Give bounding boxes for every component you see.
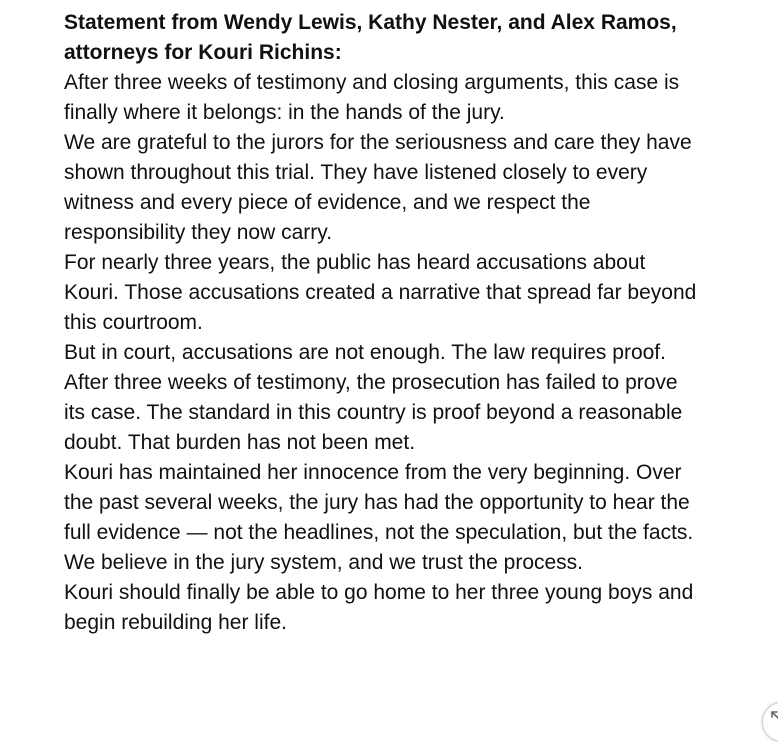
- statement-paragraph-6: Kouri has maintained her innocence from the very beginning. Over the past several weeks, the jury has had the opportunity to hear the full evidence — not the headlines, not the speculation, but the facts.: [64, 461, 694, 544]
- statement-paragraph-7: We believe in the jury system, and we trust the process.: [64, 551, 584, 574]
- statement-paragraph-8: Kouri should finally be able to go home to her three young boys and begin rebuilding her life.: [64, 581, 694, 634]
- statement-paragraph-1: After three weeks of testimony and closing arguments, this case is finally where it belongs: in the hands of the jury.: [64, 71, 680, 124]
- statement-paragraph-5: After three weeks of testimony, the prosecution has failed to prove its case. The standard in this country is proof beyond a reasonable doubt. That burden has not been met.: [64, 371, 683, 454]
- expand-icon: [768, 708, 778, 736]
- statement-body: [64, 8, 704, 638]
- statement-paragraph-4: But in court, accusations are not enough. The law requires proof.: [64, 341, 666, 364]
- statement-paragraph-3: For nearly three years, the public has heard accusations about Kouri. Those accusations created a narrative that spread far beyond this courtroom.: [64, 251, 697, 334]
- statement-heading: Statement from Wendy Lewis, Kathy Nester, and Alex Ramos, attorneys for Kouri Richins:: [64, 11, 677, 64]
- expand-button[interactable]: [762, 702, 778, 742]
- statement-paragraph-2: We are grateful to the jurors for the seriousness and care they have shown throughout this trial. They have listened closely to every witness and every piece of evidence, and we respect the responsibility they now carry.: [64, 131, 692, 244]
